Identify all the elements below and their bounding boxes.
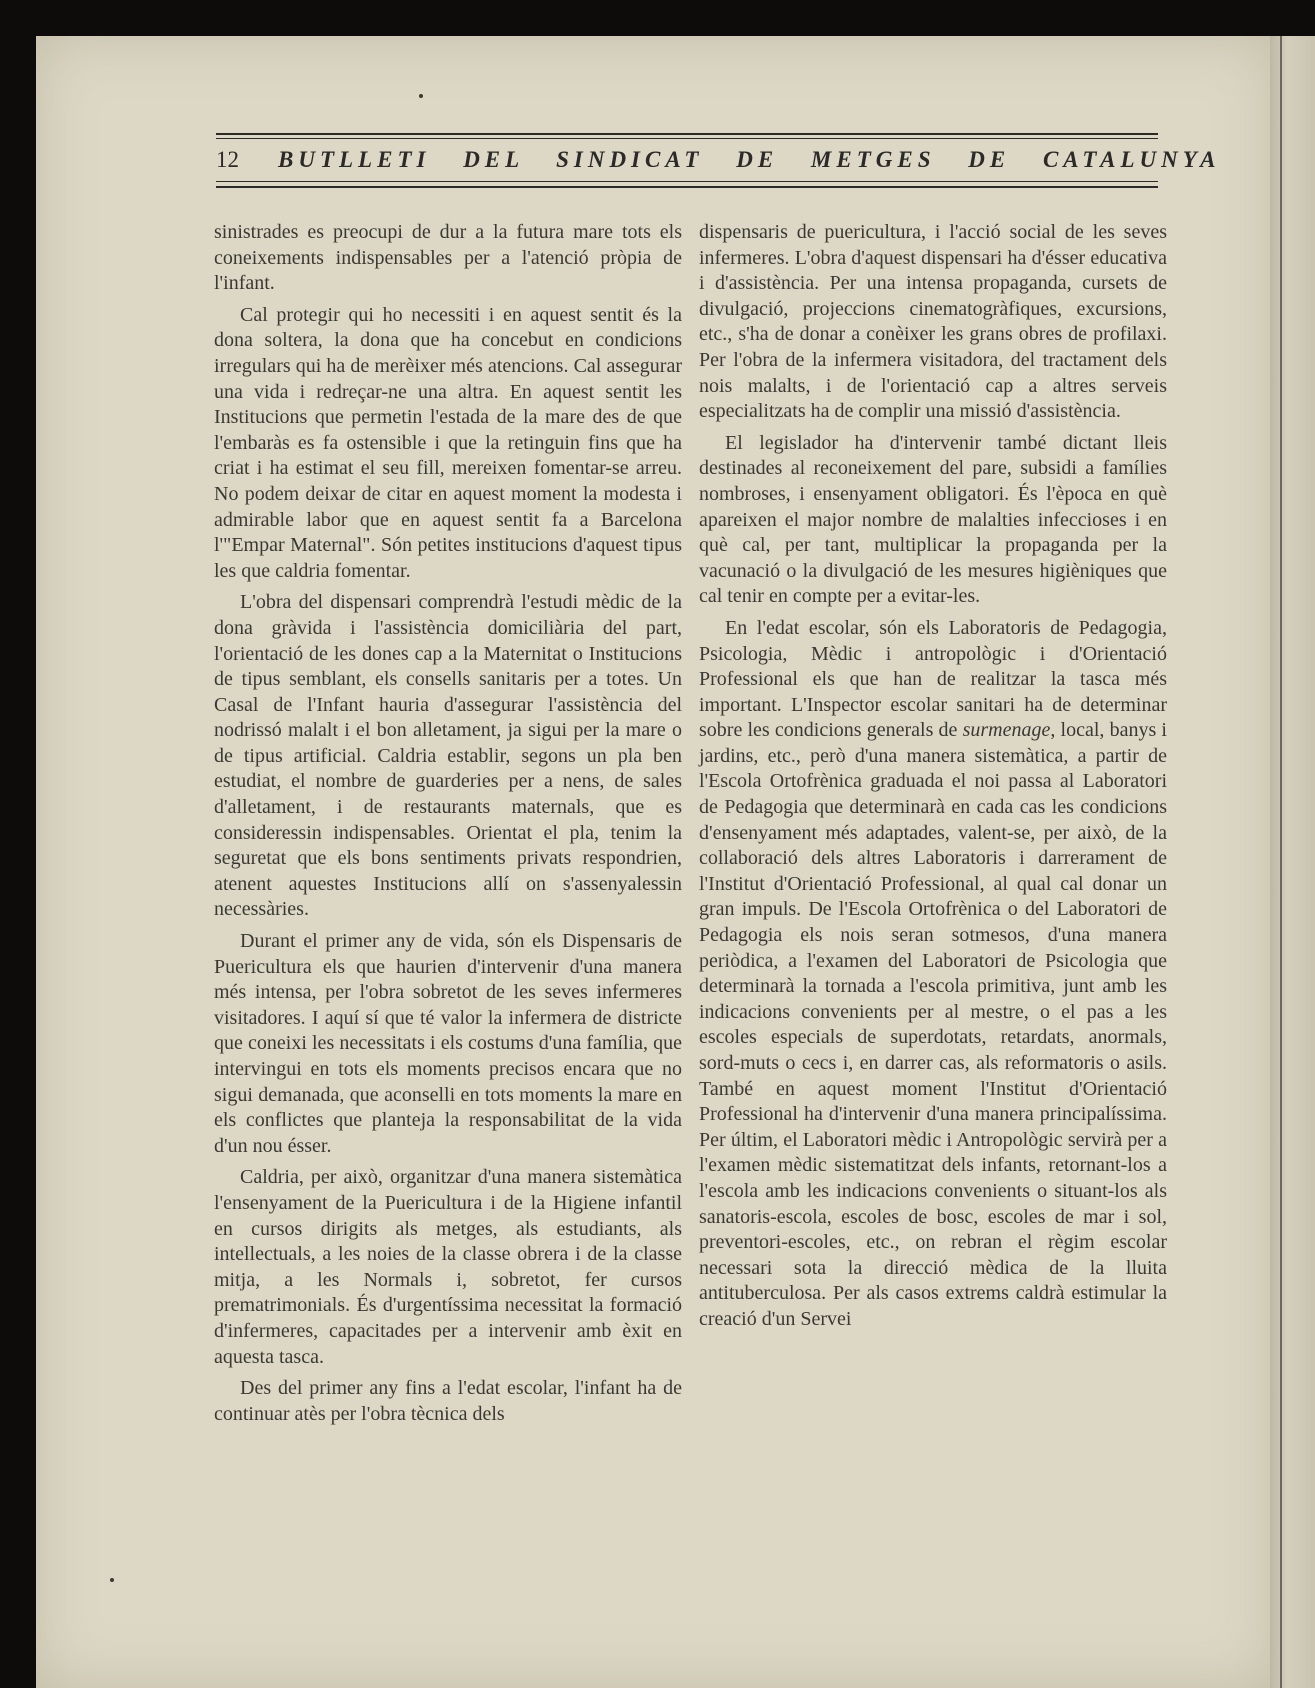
header-rule-bottom-thin bbox=[216, 181, 1158, 182]
paragraph-text: En l'edat escolar, són els Laboratoris de Pedagogia, Psicologia, Mèdic i antropològic i d'Orientació Professional els que han de realitzar la tasca més important. L'Inspector escolar sanitari ha de determinar sobre les condicions generals de bbox=[699, 616, 1167, 742]
paragraph: Caldria, per això, organitzar d'una manera sistemàtica l'ensenyament de la Puericultura i de la Higiene infantil en cursos dirigits als metges, als estudiants, als intellectuals, a les noies de la classe obrera i de la classe mitja, a les Normals i, sobretot, fer cursos prematrimonials. És d'urgentíssima necessitat la formació d'infermeres, capacitades per a intervenir amb èxit en aquesta tasca. bbox=[214, 1166, 682, 1368]
header-rule-bottom bbox=[216, 186, 1158, 188]
page-header bbox=[216, 133, 1221, 191]
paragraph: sinistrades es preocupi de dur a la futura mare tots els coneixements indispensables per a l'atenció pròpia de l'infant. bbox=[214, 221, 682, 295]
paragraph bbox=[699, 616, 1167, 1333]
running-title: BUTLLETI DEL SINDICAT DE METGES DE CATALUNYA bbox=[278, 147, 1221, 172]
paragraph: Cal protegir qui ho necessiti i en aquest sentit és la dona soltera, la dona que ha concebut en condicions irregulars qui ha de merèixer més atencions. Cal assegurar una vida i redreçar-ne una altra. En aquest sentit les Institucions que permetin l'estada de la mare des de que l'embaràs es fa ostensible i que la retinguin fins que ha criat i ha estimat el seu fill, mereixen fomentar-se arreu. No podem deixar de citar en aquest moment la modesta i admirable labor que en aquest sentit fa a Barcelona l'"Empar Maternal". Són petites institucions d'aquest tipus les que caldria fomentar. bbox=[214, 303, 682, 582]
paragraph: El legislador ha d'intervenir també dictant lleis destinades al reconeixement del pare, subsidi a famílies nombroses, i ensenyament obligatori. És l'època en què apareixen el major nombre de malalties infeccioses i en què cal, per tant, multiplicar la propaganda per la vacunació o la divulgació de les mesures higièniques que cal tenir en compte per a evitar-les. bbox=[699, 431, 1167, 608]
header-text bbox=[216, 147, 1221, 177]
left-column bbox=[214, 220, 682, 1433]
next-page-edge bbox=[1270, 36, 1315, 1688]
header-rule-top bbox=[216, 133, 1158, 135]
paragraph-text: , local, banys i jardins, etc., però d'una manera sistemàtica, a partir de l'Escola Ortofrènica graduada el noi passa al Laboratori de Pedagogia que determinarà en cada cas les condicions d'ensenyament més adaptades, valent-se, per això, de la collaboració dels altres Laboratoris i darrerament de l'Institut d'Orientació Professional, al qual cal donar un gran impuls. De l'Escola Ortofrènica o del Laboratori de Pedagogia els nois seran sotmesos, d'una manera periòdica, a l'examen del Laboratori de Psicologia que determinarà la tornada a l'escola primitiva, junt amb les indicacions convenients per al mestre, o el pas a les escoles especials de superdotats, retardats, anormals, sord-muts o cecs i, en darrer cas, als reformatoris o asils. També en aquest moment l'Institut d'Orientació Professional ha d'intervenir d'una manera principalíssima. Per últim, el Laboratori mèdic i Antropològic servirà per a l'examen mèdic sistematitzat dels infants, retornant-los a l'escola amb les indicacions convenients o situant-los als sanatoris-escola, escoles de bosc, escoles de mar i sol, preventori-escoles, etc., on rebran el règim escolar necessari sota la direcció mèdica de la lluita antituberculosa. Per als casos extrems caldrà estimular la creació d'un Servei bbox=[699, 719, 1167, 1330]
italic-term: surmenage bbox=[962, 719, 1051, 742]
paragraph: Durant el primer any de vida, són els Dispensaris de Puericultura els que haurien d'intervenir d'una manera més intensa, per l'obra sobretot de les seves infermeres visitadores. I aquí sí que té valor la infermera de districte que coneixi les necessitats i els costums d'una família, que intervingui en tots els moments precisos encara que no sigui demanada, que aconselli en tots moments la mare en els conflictes que planteja la responsabilitat de la vida d'un nou ésser. bbox=[214, 930, 682, 1157]
paragraph: Des del primer any fins a l'edat escolar, l'infant ha de continuar atès per l'obra tècnica dels bbox=[214, 1377, 682, 1425]
right-column bbox=[699, 220, 1167, 1339]
paragraph: L'obra del dispensari comprendrà l'estudi mèdic de la dona gràvida i l'assistència domiciliària del part, l'orientació de les dones cap a la Maternitat o Institucions de tipus semblant, els consells sanitaris per a totes. Un Casal de l'Infant hauria d'assegurar l'assistència del nodrissó malalt i el bon alletament, ja sigui per la mare o de tipus artificial. Caldria establir, segons un pla ben estudiat, el nombre de guarderies per a nens, de sales d'alletament, i de restaurants maternals, que es consideressin indispensables. Orientat el pla, tenim la seguretat que els bons sentiments privats respondrien, atenent aquestes Institucions allí on s'assenyalessin necessàries. bbox=[214, 591, 682, 921]
header-rule-top-thin bbox=[216, 138, 1158, 139]
page-number: 12 bbox=[216, 147, 239, 172]
page-edge-line bbox=[1280, 36, 1282, 1688]
print-speck bbox=[419, 94, 423, 98]
print-speck bbox=[110, 1578, 114, 1582]
paragraph: dispensaris de puericultura, i l'acció social de les seves infermeres. L'obra d'aquest dispensari ha d'ésser educativa i d'assistència. Per una intensa propaganda, cursets de divulgació, projeccions cinematogràfiques, excursions, etc., s'ha de donar a conèixer les grans obres de profilaxi. Per l'obra de la infermera visitadora, del tractament dels nois malalts, i de l'orientació cap a altres serveis especialitzats ha de complir una missió d'assistència. bbox=[699, 221, 1167, 423]
